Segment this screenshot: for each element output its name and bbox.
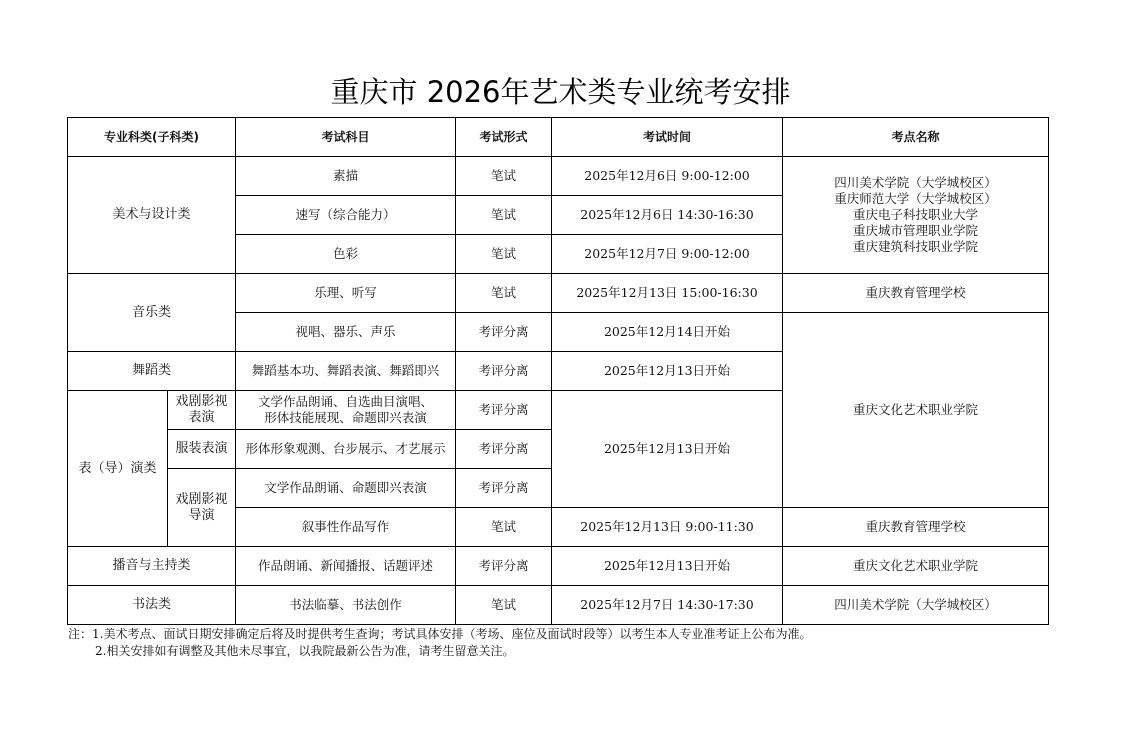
subject-cell: 素描 — [236, 157, 456, 196]
header-subject: 考试科目 — [236, 118, 456, 157]
subject-cell: 速写（综合能力） — [236, 196, 456, 235]
subject-line: 形体技能展现、命题即兴表演 — [264, 410, 427, 425]
form-cell: 笔试 — [456, 196, 552, 235]
category-performance: 表（导）演类 — [68, 391, 168, 547]
form-cell: 考评分离 — [456, 391, 552, 430]
venue-cell: 重庆教育管理学校 — [783, 274, 1049, 313]
subject-cell: 作品朗诵、新闻播报、话题评述 — [236, 547, 456, 586]
subject-cell: 色彩 — [236, 235, 456, 274]
time-cell: 2025年12月13日 9:00-11:30 — [552, 508, 783, 547]
venue-line: 四川美术学院（大学城校区） — [834, 175, 997, 190]
category-music: 音乐类 — [68, 274, 236, 352]
category-art-design: 美术与设计类 — [68, 157, 236, 274]
form-cell: 考评分离 — [456, 430, 552, 469]
form-cell: 笔试 — [456, 274, 552, 313]
subcategory-line: 戏剧影视 — [175, 394, 228, 409]
header-time: 考试时间 — [552, 118, 783, 157]
header-venue: 考点名称 — [783, 118, 1049, 157]
table-row — [68, 547, 1049, 586]
time-cell: 2025年12月13日开始 — [552, 547, 783, 586]
exam-schedule-table — [67, 117, 1049, 625]
subcategory-costume: 服装表演 — [168, 430, 236, 469]
time-cell-performance: 2025年12月13日开始 — [552, 391, 783, 508]
venue-line: 重庆电子科技职业大学 — [852, 207, 978, 222]
venue-culture-arts: 重庆文化艺术职业学院 — [783, 313, 1049, 508]
subject-cell — [236, 391, 456, 430]
table-row — [68, 157, 1049, 196]
subject-line: 文学作品朗诵、自选曲目演唱、 — [257, 394, 433, 409]
form-cell: 考评分离 — [456, 313, 552, 352]
subcategory-line: 戏剧影视 — [175, 491, 228, 507]
page-title: 重庆市 2026年艺术类专业统考安排 — [330, 75, 791, 109]
time-cell: 2025年12月6日 9:00-12:00 — [552, 157, 783, 196]
subject-cell: 视唱、器乐、声乐 — [236, 313, 456, 352]
subject-cell: 舞蹈基本功、舞蹈表演、舞蹈即兴 — [236, 352, 456, 391]
footnotes — [68, 626, 811, 660]
subcategory-line: 导演 — [188, 507, 215, 523]
form-cell: 笔试 — [456, 235, 552, 274]
venue-line: 重庆建筑科技职业学院 — [852, 239, 978, 254]
time-cell: 2025年12月7日 14:30-17:30 — [552, 586, 783, 625]
subcategory-directing — [168, 469, 236, 547]
time-cell: 2025年12月13日开始 — [552, 352, 783, 391]
form-cell: 笔试 — [456, 586, 552, 625]
venue-line: 重庆城市管理职业学院 — [852, 223, 978, 238]
header-form: 考试形式 — [456, 118, 552, 157]
footnote-1: 注：1.美术考点、面试日期安排确定后将及时提供考生查询；考试具体安排（考场、座位及面试时段等）以考生本人专业准考证上公布为准。 — [68, 627, 812, 641]
table-row — [68, 586, 1049, 625]
time-cell: 2025年12月6日 14:30-16:30 — [552, 196, 783, 235]
subcategory-line: 表演 — [188, 410, 215, 425]
form-cell: 考评分离 — [456, 352, 552, 391]
footnote-2: 2.相关安排如有调整及其他未尽事宜，以我院最新公告为准，请考生留意关注。 — [95, 644, 515, 658]
venue-cell: 重庆文化艺术职业学院 — [783, 547, 1049, 586]
table-header-row — [68, 118, 1049, 157]
subject-cell: 乐理、听写 — [236, 274, 456, 313]
subject-cell: 文学作品朗诵、命题即兴表演 — [236, 469, 456, 508]
form-cell: 考评分离 — [456, 547, 552, 586]
category-broadcast: 播音与主持类 — [68, 547, 236, 586]
form-cell: 笔试 — [456, 508, 552, 547]
venue-cell: 重庆教育管理学校 — [783, 508, 1049, 547]
time-cell: 2025年12月14日开始 — [552, 313, 783, 352]
form-cell: 考评分离 — [456, 469, 552, 508]
time-cell: 2025年12月7日 9:00-12:00 — [552, 235, 783, 274]
category-dance: 舞蹈类 — [68, 352, 236, 391]
venue-line: 重庆师范大学（大学城校区） — [834, 191, 997, 206]
subcategory-drama-acting — [168, 391, 236, 430]
subject-cell: 书法临摹、书法创作 — [236, 586, 456, 625]
subject-cell: 形体形象观测、台步展示、才艺展示 — [236, 430, 456, 469]
venue-art-design — [783, 157, 1049, 274]
category-calligraphy: 书法类 — [68, 586, 236, 625]
time-cell: 2025年12月13日 15:00-16:30 — [552, 274, 783, 313]
table-row — [68, 274, 1049, 313]
form-cell: 笔试 — [456, 157, 552, 196]
venue-cell: 四川美术学院（大学城校区） — [783, 586, 1049, 625]
header-category: 专业科类(子科类) — [68, 118, 236, 157]
subject-cell: 叙事性作品写作 — [236, 508, 456, 547]
